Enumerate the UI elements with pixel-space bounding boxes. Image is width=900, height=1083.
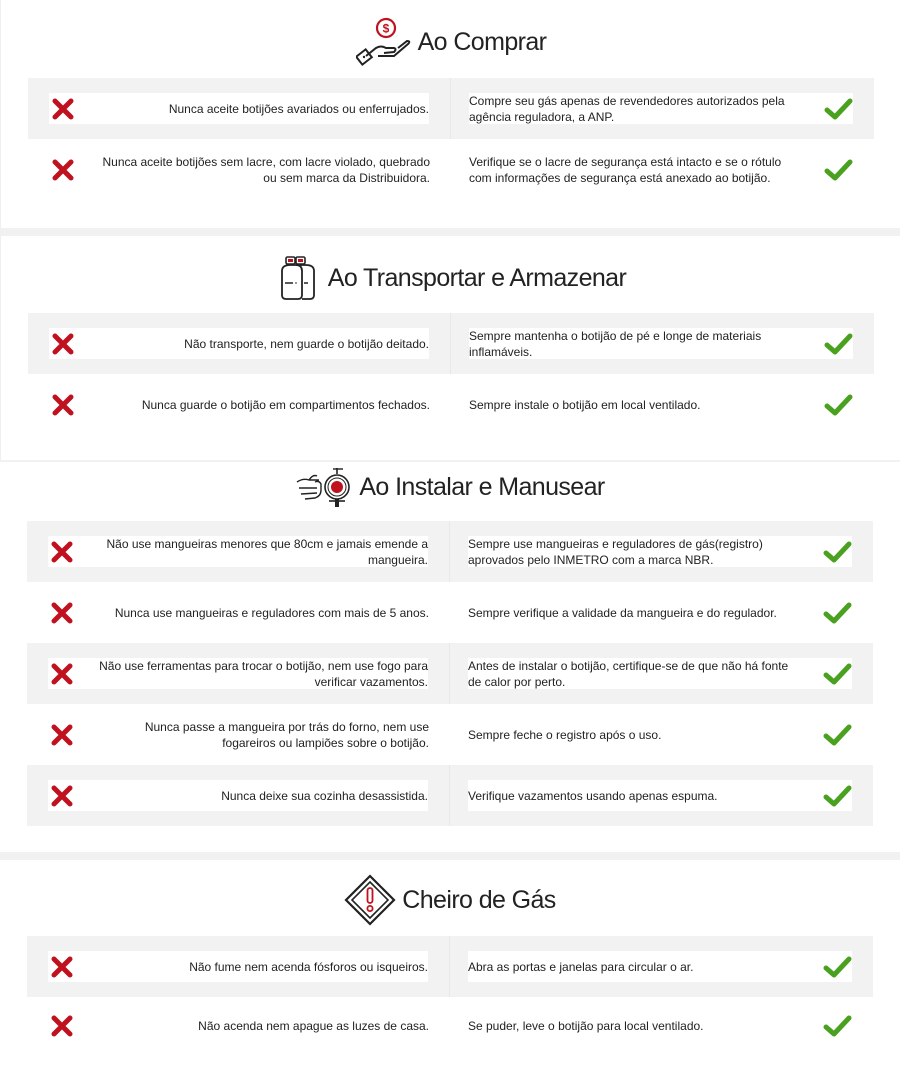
do-text: Se puder, leve o botijão para local ventilado. [468,1018,704,1033]
section-header [0,464,900,510]
section-ao-comprar [0,0,900,230]
cross-icon [49,393,75,417]
dont-text: Não fume nem acenda fósforos ou isqueiros. [189,959,428,974]
dont-text: Nunca use mangueiras e reguladores com mais de 5 anos. [114,605,429,620]
do-cell [451,374,874,435]
check-icon [822,783,852,809]
cross-icon [49,158,75,182]
do-text: Sempre mantenha o botijão de pé e longe de materiais inflamáveis. [469,328,762,359]
section-ao-transportar [0,236,900,460]
dont-cell [28,78,451,139]
check-icon [823,157,853,183]
dont-cell [28,374,451,435]
do-text: Abra as portas e janelas para circular o ar. [468,959,694,974]
do-text: Verifique vazamentos usando apenas espuma. [468,788,718,803]
table-row [28,139,874,200]
do-text: Compre seu gás apenas de revendedores autorizados pela agência reguladora, a ANP. [469,93,785,124]
dont-cell [27,521,450,582]
dont-cell [27,995,450,1056]
section-header [0,872,900,928]
check-icon [822,539,852,565]
svg-text:$: $ [382,21,389,36]
table-row [28,374,874,435]
dont-text: Não use mangueiras menores que 80cm e jamais emende a mangueira. [106,536,428,567]
check-icon [823,392,853,418]
dont-text: Não acenda nem apague as luzes de casa. [198,1018,429,1033]
do-cell [450,643,873,704]
dont-text: Nunca deixe sua cozinha desassistida. [221,788,428,803]
dont-text: Nunca aceite botijões sem lacre, com lacre violado, quebrado ou sem marca da Distribuidora. [102,154,430,185]
cross-icon [48,955,74,979]
table-row [27,765,873,826]
do-cell [450,521,873,582]
dont-text: Não use ferramentas para trocar o botijão, nem use fogo para verificar vazamentos. [99,658,428,689]
table-row [27,582,873,643]
table-row [27,643,873,704]
section-header [1,250,900,306]
dont-cell [27,582,450,643]
section-ao-instalar [0,462,900,852]
section-title: Cheiro de Gás [402,885,556,914]
do-text: Antes de instalar o botijão, certifique-se de que não há fonte de calor por perto. [468,658,789,689]
check-icon [822,661,852,687]
check-icon [823,96,853,122]
hand-holding-money-icon [356,16,412,68]
check-icon [822,600,852,626]
cross-icon [48,662,74,686]
section-divider [0,228,900,236]
dont-cell [27,704,450,765]
dont-text: Nunca aceite botijões avariados ou enferrujados. [168,101,429,116]
do-text: Sempre use mangueiras e reguladores de gás(registro) aprovados pelo INMETRO com a marca NBR. [468,536,763,567]
dont-cell [27,936,450,997]
table-row [27,521,873,582]
section-header [1,14,900,70]
section-divider [0,852,900,860]
section-title: Ao Instalar e Manusear [359,472,605,501]
section-title: Ao Transportar e Armazenar [327,263,627,292]
do-cell [450,582,873,643]
section-cheiro-de-gas [0,860,900,1083]
table-row [27,704,873,765]
do-text: Sempre verifique a validade da mangueira e do regulador. [468,605,777,620]
table-row [27,936,873,997]
hand-regulator-icon [295,466,353,508]
table-row [27,995,873,1056]
do-cell [451,313,874,374]
do-cell [451,139,874,200]
cross-icon [48,723,74,747]
table-row [28,78,874,139]
cross-icon [48,540,74,564]
cross-icon [48,601,74,625]
dont-cell [27,643,450,704]
do-text: Sempre instale o botijão em local ventilado. [469,397,701,412]
check-icon [822,954,852,980]
do-cell [451,78,874,139]
cross-icon [49,332,75,356]
check-icon [822,722,852,748]
cross-icon [48,1014,74,1038]
do-cell [450,704,873,765]
gas-cylinders-icon [276,253,322,303]
do-cell [450,995,873,1056]
dont-cell [27,765,450,826]
cross-icon [49,97,75,121]
do-cell [450,936,873,997]
check-icon [822,1013,852,1039]
do-cell [450,765,873,826]
warning-diamond-icon [344,874,396,926]
do-text: Sempre feche o registro após o uso. [468,727,662,742]
check-icon [823,331,853,357]
dont-text: Não transporte, nem guarde o botijão deitado. [184,336,429,351]
table-row [28,313,874,374]
dont-text: Nunca passe a mangueira por trás do forno, nem use fogareiros ou lampiões sobre o botijão. [144,719,429,750]
cross-icon [48,784,74,808]
section-title: Ao Comprar [417,27,547,56]
dont-cell [28,313,451,374]
dont-cell [28,139,451,200]
do-text: Verifique se o lacre de segurança está intacto e se o rótulo com informações de segurança está anexado ao botijão. [469,154,782,185]
dont-text: Nunca guarde o botijão em compartimentos fechados. [141,397,430,412]
